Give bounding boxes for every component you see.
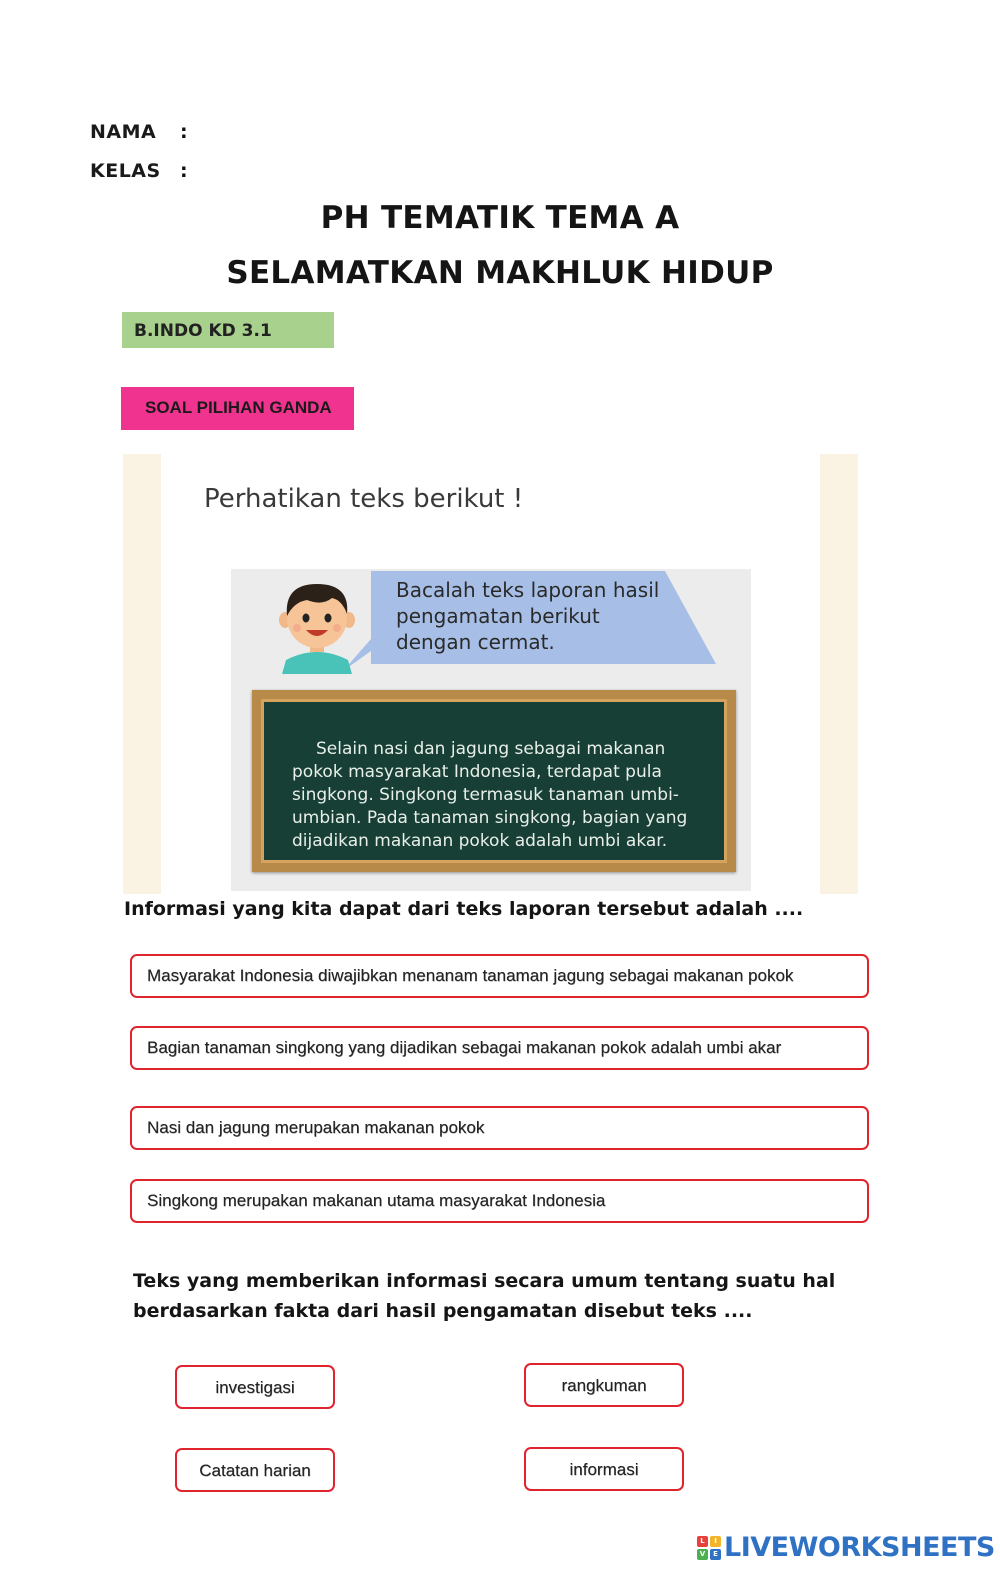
bubble-line: pengamatan berikut (396, 604, 600, 628)
q1-option-a[interactable]: Masyarakat Indonesia diwajibkan menanam tanaman jagung sebagai makanan pokok (130, 954, 869, 998)
board-line: pokok masyarakat Indonesia, terdapat pula (292, 762, 662, 782)
q2-option-informasi[interactable]: informasi (524, 1447, 684, 1491)
logo-cell: L (697, 1536, 708, 1547)
q1-option-d[interactable]: Singkong merupakan makanan utama masyarakat Indonesia (130, 1179, 869, 1223)
boy-avatar-icon (272, 578, 362, 674)
bubble-line: Bacalah teks laporan hasil (396, 578, 660, 602)
logo-cell: E (710, 1549, 721, 1560)
logo-cell: I (710, 1536, 721, 1547)
question-type-tag: SOAL PILIHAN GANDA (121, 387, 354, 430)
q1-option-b[interactable]: Bagian tanaman singkong yang dijadikan sebagai makanan pokok adalah umbi akar (130, 1026, 869, 1070)
board-line: singkong. Singkong termasuk tanaman umbi- (292, 785, 679, 805)
nama-colon: : (180, 121, 188, 143)
q2-option-catatan-harian[interactable]: Catatan harian (175, 1448, 335, 1492)
image-edge-left (123, 454, 161, 894)
board-line: dijadikan makanan pokok adalah umbi akar. (292, 831, 668, 851)
liveworksheets-logo[interactable] (697, 1532, 995, 1563)
board-line: umbian. Pada tanaman singkong, bagian yang (292, 808, 688, 828)
bubble-line: dengan cermat. (396, 630, 555, 654)
page-title-line2: SELAMATKAN MAKHLUK HIDUP (226, 255, 774, 291)
nama-label: NAMA (90, 121, 157, 143)
logo-cell: V (697, 1549, 708, 1560)
question-1-text: Informasi yang kita dapat dari teks laporan tersebut adalah .... (124, 898, 804, 920)
q1-option-c[interactable]: Nasi dan jagung merupakan makanan pokok (130, 1106, 869, 1150)
kelas-colon: : (180, 160, 188, 182)
q2-option-rangkuman[interactable]: rangkuman (524, 1363, 684, 1407)
kd-tag: B.INDO KD 3.1 (122, 312, 334, 348)
question-2-line: berdasarkan fakta dari hasil pengamatan disebut teks .... (133, 1300, 753, 1322)
logo-text: LIVEWORKSHEETS (724, 1532, 995, 1563)
speech-bubble-text (396, 577, 659, 655)
page-title-line1: PH TEMATIK TEMA A (320, 200, 680, 236)
image-edge-right (820, 454, 858, 894)
passage-prompt: Perhatikan teks berikut ! (204, 484, 524, 514)
question-2-line: Teks yang memberikan informasi secara umum tentang suatu hal (133, 1270, 836, 1292)
logo-mark-icon (697, 1536, 721, 1560)
q2-option-investigasi[interactable]: investigasi (175, 1365, 335, 1409)
board-line: Selain nasi dan jagung sebagai makanan (316, 739, 666, 759)
kelas-label: KELAS (90, 160, 161, 182)
chalkboard (252, 690, 736, 872)
question-2-text (133, 1266, 835, 1326)
